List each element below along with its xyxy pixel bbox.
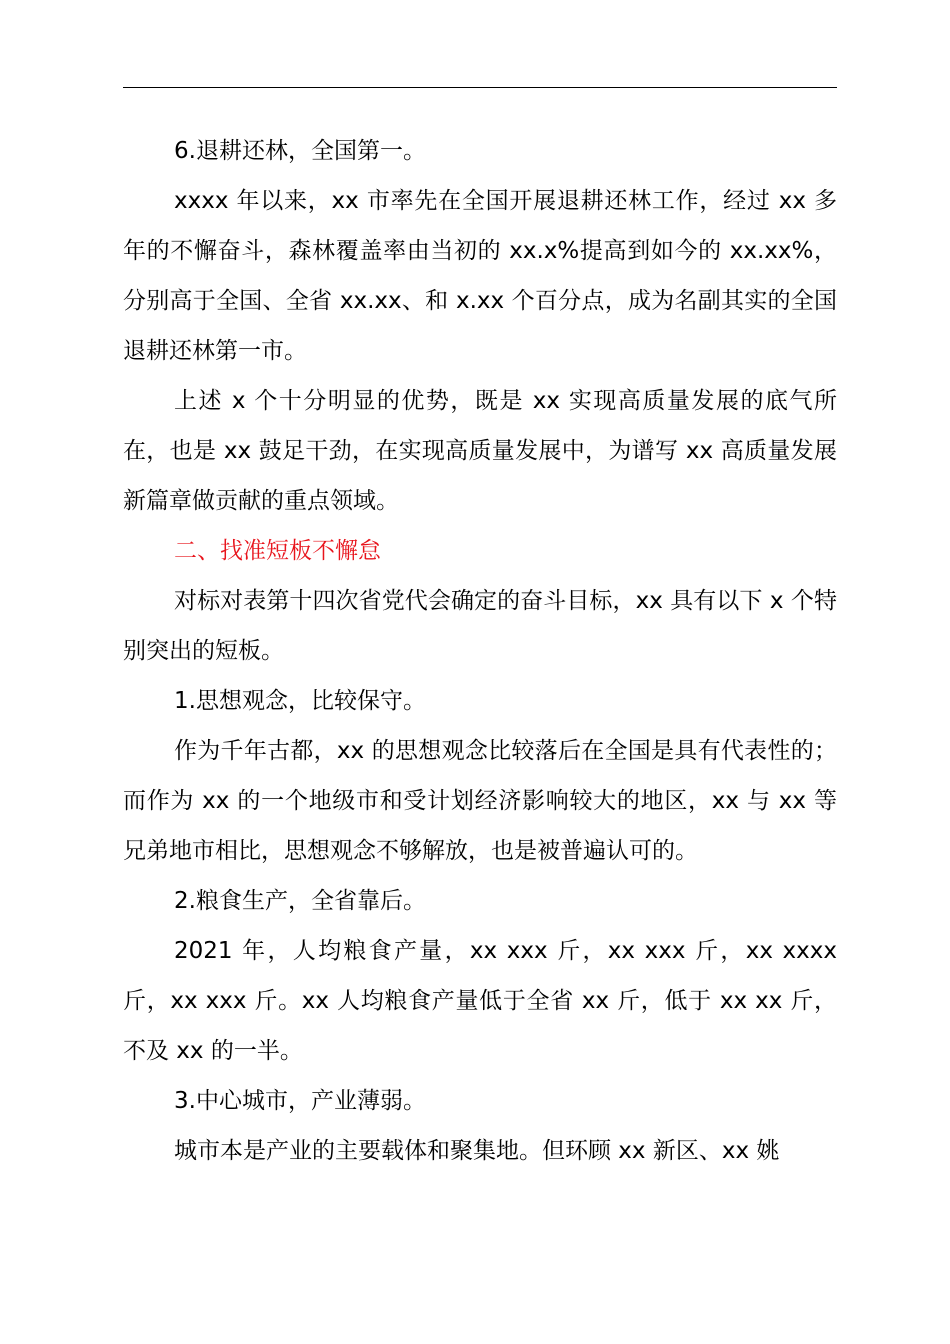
item-heading-3: 3.中心城市，产业薄弱。 xyxy=(174,1088,426,1114)
header-rule xyxy=(123,87,837,88)
paragraph-grain-production: 2021 年，人均粮食产量，xx xxx 斤，xx xxx 斤，xx xxxx 斤，xx xxx 斤。xx 人均粮食产量低于全省 xx 斤，低于 xx xx 斤，不及 xx 的一半。 xyxy=(123,938,837,1064)
item-heading-1: 1.思想观念，比较保守。 xyxy=(174,688,426,714)
item-heading-6: 6.退耕还林，全国第一。 xyxy=(174,138,426,164)
item-heading-2: 2.粮食生产，全省靠后。 xyxy=(174,888,426,914)
paragraph-shortcomings-intro: 对标对表第十四次省党代会确定的奋斗目标，xx 具有以下 x 个特别突出的短板。 xyxy=(123,588,837,664)
document-body xyxy=(123,126,837,1176)
paragraph-advantages-summary: 上述 x 个十分明显的优势，既是 xx 实现高质量发展的底气所在，也是 xx 鼓足干劲，在实现高质量发展中，为谱写 xx 高质量发展新篇章做贡献的重点领域。 xyxy=(123,388,837,514)
paragraph-mindset: 作为千年古都，xx 的思想观念比较落后在全国是具有代表性的；而作为 xx 的一个地级市和受计划经济影响较大的地区，xx 与 xx 等兄弟地市相比，思想观念不够解放，也是被普遍认可的。 xyxy=(123,738,837,864)
section-heading-2: 二、找准短板不懈怠 xyxy=(174,538,381,564)
paragraph-reforestation: xxxx 年以来，xx 市率先在全国开展退耕还林工作，经过 xx 多年的不懈奋斗，森林覆盖率由当初的 xx.x%提高到如今的 xx.xx%，分别高于全国、全省 xx.xx、和 x.xx 个百分点，成为名副其实的全国退耕还林第一市。 xyxy=(123,188,837,364)
paragraph-central-city: 城市本是产业的主要载体和聚集地。但环顾 xx 新区、xx 姚 xyxy=(174,1138,780,1164)
